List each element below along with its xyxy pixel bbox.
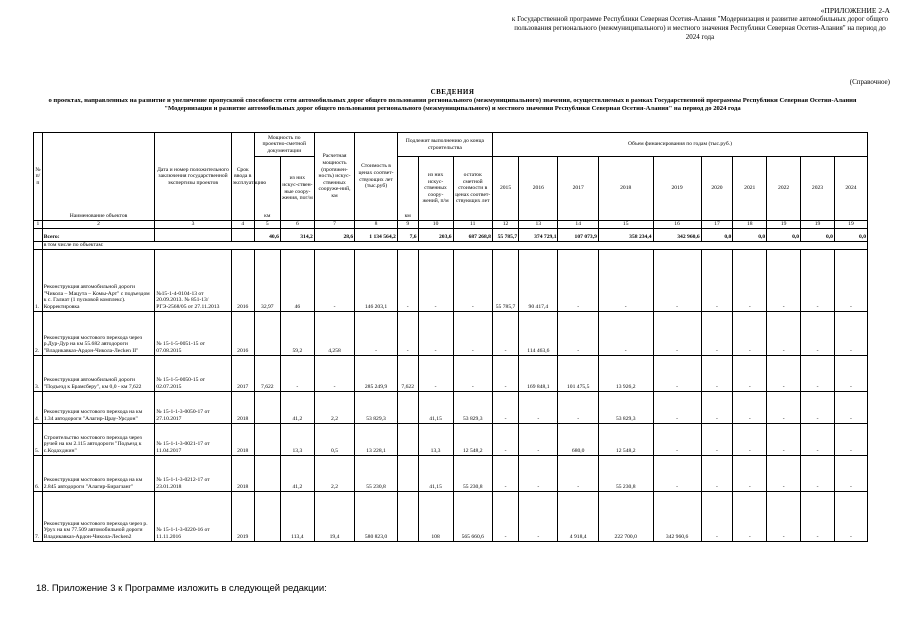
index-cell: 7 xyxy=(314,221,354,229)
value-cell: - xyxy=(453,311,492,355)
value-cell: - xyxy=(733,249,767,311)
row-number: 5. xyxy=(34,423,43,455)
value-cell: - xyxy=(834,423,867,455)
object-name: Реконструкция мостового перехода на км 2.845 автодороги "Алагир-Бирагзанг" xyxy=(42,455,155,491)
value-cell: - xyxy=(558,311,598,355)
value-cell: - xyxy=(801,455,835,491)
header-year: 2018 xyxy=(598,157,653,221)
total-value-cell: 687 268,8 xyxy=(453,228,492,241)
value-cell: 7,622 xyxy=(254,355,280,391)
header-art-pm: из них искус-ствен-ные соору-жения, пог/м xyxy=(280,157,314,221)
header-remaining-group: Подлежит выполнению до конца строительства xyxy=(397,133,492,157)
row-number: 2. xyxy=(34,311,43,355)
table-row xyxy=(34,423,868,455)
value-cell: - xyxy=(418,249,453,311)
table-row xyxy=(34,391,868,423)
header-expertise: Дата и номер положительного заключения государственной экспертизы проектов xyxy=(155,133,231,221)
total-value-cell: 314,2 xyxy=(280,228,314,241)
index-cell: 5 xyxy=(254,221,280,229)
total-value-cell: 374 729,1 xyxy=(519,228,558,241)
value-cell: 108 xyxy=(418,491,453,541)
header-finance-group: Объем финансирования по годам (тыс.руб.) xyxy=(492,133,867,157)
object-name: Реконструкция автомобильной дороги "Подъезд к Брамсберу", км 0,0 - км 7,622 xyxy=(42,355,155,391)
value-cell xyxy=(397,391,418,423)
value-cell: 113,4 xyxy=(280,491,314,541)
value-cell: - xyxy=(767,391,801,423)
index-cell: 13 xyxy=(519,221,558,229)
index-cell: 2 xyxy=(42,221,155,229)
value-cell: - xyxy=(492,391,518,423)
incl-row xyxy=(34,241,868,249)
expertise-conclusion: № 15-1-1-3-0220-16 от 11.11.2016 xyxy=(155,491,231,541)
value-cell: 565 660,6 xyxy=(453,491,492,541)
value-cell: 4 918,4 xyxy=(558,491,598,541)
reference-note: (Справочное) xyxy=(849,78,890,86)
index-cell: 16 xyxy=(653,221,701,229)
table-row xyxy=(34,491,868,541)
value-cell: - xyxy=(733,355,767,391)
value-cell: - xyxy=(492,455,518,491)
value-cell: - xyxy=(701,391,733,423)
header-year: 2024 xyxy=(834,157,867,221)
commissioning-year: 2016 xyxy=(231,249,254,311)
value-cell: - xyxy=(767,355,801,391)
value-cell: - xyxy=(558,455,598,491)
table-row xyxy=(34,455,868,491)
value-cell xyxy=(254,391,280,423)
value-cell: 59,2 xyxy=(280,311,314,355)
value-cell: - xyxy=(801,249,835,311)
expertise-conclusion: № 15-1-1-3-0212-17 от 23.01.2018 xyxy=(155,455,231,491)
value-cell: - xyxy=(397,311,418,355)
value-cell: 2,2 xyxy=(314,455,354,491)
expertise-conclusion: №15-1-4-0104-13 от 20.09.2013. № 851-13/РГЭ-2568/05 от 27.11.2013 xyxy=(155,249,231,311)
total-value-cell: 0,0 xyxy=(801,228,835,241)
value-cell: 146 203,1 xyxy=(355,249,398,311)
commissioning-year: 2018 xyxy=(231,455,254,491)
total-value-cell: 0,0 xyxy=(733,228,767,241)
total-value-cell: 0,0 xyxy=(767,228,801,241)
expertise-conclusion: № 15-1-5-0050-15 от 02.07.2015 xyxy=(155,355,231,391)
total-value-cell: 358 234,4 xyxy=(598,228,653,241)
object-name: Реконструкция мостового перехода через р.Дур-Дур на км 55.682 автодороги "Владикавказ-Ардон-Чикола-Лесken II" xyxy=(42,311,155,355)
header-art-pm2: из них искус-ственных соору-жений, п/м xyxy=(418,157,453,221)
expertise-conclusion: № 15-1-1-3-0021-17 от 11.04.2017 xyxy=(155,423,231,455)
incl-label: в том числе по объектам: xyxy=(42,241,867,249)
value-cell: - xyxy=(701,249,733,311)
header-year: 2020 xyxy=(701,157,733,221)
header-year: 2022 xyxy=(767,157,801,221)
object-name: Реконструкция мостового перехода на км 1.34 автодороги "Алагир-Црау-Урсдон" xyxy=(42,391,155,423)
value-cell: - xyxy=(834,491,867,541)
value-cell: - xyxy=(733,455,767,491)
value-cell: 342 960,6 xyxy=(653,491,701,541)
header-year: 2019 xyxy=(653,157,701,221)
index-cell: 6 xyxy=(280,221,314,229)
value-cell: 169 848,1 xyxy=(519,355,558,391)
commissioning-year: 2019 xyxy=(231,491,254,541)
value-cell: - xyxy=(355,311,398,355)
index-cell: 15 xyxy=(598,221,653,229)
total-value-cell: 55 785,7 xyxy=(492,228,518,241)
value-cell: 41,2 xyxy=(280,455,314,491)
value-cell: - xyxy=(397,249,418,311)
value-cell: - xyxy=(801,423,835,455)
header-year: 2023 xyxy=(801,157,835,221)
value-cell: 580 823,0 xyxy=(355,491,398,541)
appendix-description: к Государственной программе Республики Северная Осетия-Алания "Модернизация и развитие автомобильных дорог общего пользования регионального (межмуниципального) и местного значения Республики Северная Осетия-Алания" на период до 2024 года xyxy=(511,15,889,41)
value-cell xyxy=(397,455,418,491)
value-cell: 222 700,0 xyxy=(598,491,653,541)
value-cell: - xyxy=(653,455,701,491)
value-cell: 12 548,2 xyxy=(453,423,492,455)
total-value-cell: 203,6 xyxy=(418,228,453,241)
value-cell: - xyxy=(418,311,453,355)
value-cell: - xyxy=(834,311,867,355)
projects-table xyxy=(33,132,868,542)
total-value-cell: 0,0 xyxy=(701,228,733,241)
commissioning-year: 2018 xyxy=(231,391,254,423)
object-name: Строительство мостового перехода через ручей на км 2.115 автодороги "Подъезд к с.Кодахджин" xyxy=(42,423,155,455)
header-cost: Стоимость в ценах соответ-ствующих лет (тыс.руб) xyxy=(355,133,398,221)
value-cell: 13,3 xyxy=(418,423,453,455)
value-cell: - xyxy=(519,423,558,455)
table-row xyxy=(34,355,868,391)
header-year: 2015 xyxy=(492,157,518,221)
value-cell: - xyxy=(801,491,835,541)
total-value-cell: 7,6 xyxy=(397,228,418,241)
value-cell: 285 249,9 xyxy=(355,355,398,391)
value-cell: - xyxy=(834,391,867,423)
table-row xyxy=(34,249,868,311)
commissioning-year: 2018 xyxy=(231,423,254,455)
total-row xyxy=(34,228,868,241)
value-cell: 53 829,3 xyxy=(355,391,398,423)
value-cell: - xyxy=(653,311,701,355)
commissioning-year: 2017 xyxy=(231,355,254,391)
value-cell: - xyxy=(558,249,598,311)
value-cell: 19,4 xyxy=(314,491,354,541)
object-name: Реконструкция автомобильной дороги "Чикола – Мацута – Комы-Арт" с подъездом к с. Галиат (1 пусковой комплекс). Корректировка xyxy=(42,249,155,311)
value-cell: 53 829,3 xyxy=(453,391,492,423)
appendix-header xyxy=(510,6,890,42)
value-cell: 680,0 xyxy=(558,423,598,455)
total-value-cell: 107 073,9 xyxy=(558,228,598,241)
index-cell: 4 xyxy=(231,221,254,229)
value-cell: 55 230,8 xyxy=(355,455,398,491)
index-cell: 11 xyxy=(453,221,492,229)
header-km: км xyxy=(254,157,280,221)
value-cell: 7,622 xyxy=(397,355,418,391)
index-row xyxy=(34,221,868,229)
value-cell: - xyxy=(558,391,598,423)
total-value-cell: 0,0 xyxy=(834,228,867,241)
value-cell: 90 417,4 xyxy=(519,249,558,311)
value-cell xyxy=(254,455,280,491)
value-cell: - xyxy=(767,423,801,455)
value-cell: 41,15 xyxy=(418,391,453,423)
value-cell: - xyxy=(767,491,801,541)
value-cell: 114 463,6 xyxy=(519,311,558,355)
header-year: 2016 xyxy=(519,157,558,221)
header-year: 2017 xyxy=(558,157,598,221)
value-cell: - xyxy=(492,423,518,455)
value-cell: - xyxy=(801,355,835,391)
value-cell: - xyxy=(701,491,733,541)
total-label: Всего: xyxy=(42,228,155,241)
value-cell xyxy=(397,491,418,541)
index-cell: 19 xyxy=(834,221,867,229)
commissioning-year: 2016 xyxy=(231,311,254,355)
value-cell: - xyxy=(733,491,767,541)
value-cell: 101 475,5 xyxy=(558,355,598,391)
header-km2: км xyxy=(397,157,418,221)
value-cell: - xyxy=(801,311,835,355)
value-cell: - xyxy=(519,391,558,423)
value-cell: 13,3 xyxy=(280,423,314,455)
document-subtitle: о проектах, направленных на развитие и увеличение пропускной способности сети автомобильных дорог общего пользования регионального (межмуниципального) значения, осуществляемых в рамках Государственной программы Республики Северная Осетия-Алания "Модернизация и развитие автомобильных дорог общего пользования регионального (межмуниципального) и местного значения Республики Северная Осетия-Алания" на период до 2024 года xyxy=(48,97,857,113)
index-cell: 19 xyxy=(767,221,801,229)
table-row xyxy=(34,311,868,355)
header-year: 2021 xyxy=(733,157,767,221)
value-cell: - xyxy=(834,355,867,391)
expertise-conclusion: № 15-1-1-3-0050-17 от 27.10.2017 xyxy=(155,391,231,423)
index-cell: 18 xyxy=(733,221,767,229)
total-value-cell: 1 134 564,2 xyxy=(355,228,398,241)
value-cell: 13 926,2 xyxy=(598,355,653,391)
value-cell: - xyxy=(314,249,354,311)
row-number: 1. xyxy=(34,249,43,311)
index-cell: 8 xyxy=(355,221,398,229)
header-term: Срок ввода в эксплуатацию xyxy=(231,133,254,221)
value-cell: - xyxy=(598,311,653,355)
value-cell: 32,97 xyxy=(254,249,280,311)
value-cell: - xyxy=(653,249,701,311)
total-num-cell xyxy=(34,228,43,241)
index-cell: 10 xyxy=(418,221,453,229)
index-cell: 17 xyxy=(701,221,733,229)
value-cell: 12 548,2 xyxy=(598,423,653,455)
header-num: № п/п xyxy=(34,133,43,221)
index-cell: 14 xyxy=(558,221,598,229)
row-number: 6. xyxy=(34,455,43,491)
value-cell: 4,258 xyxy=(314,311,354,355)
index-cell: 9 xyxy=(397,221,418,229)
value-cell: - xyxy=(733,311,767,355)
value-cell: 41,2 xyxy=(280,391,314,423)
total-empty-cell xyxy=(231,228,254,241)
total-value-cell: 342 960,6 xyxy=(653,228,701,241)
value-cell: - xyxy=(453,249,492,311)
value-cell: - xyxy=(314,355,354,391)
value-cell: - xyxy=(653,423,701,455)
value-cell: - xyxy=(767,455,801,491)
object-name: Реконструкция мостового перехода через р. Урух на км 77.509 автомобильной дороги Владикавказ-Ардон-Чикола-Лесken2 xyxy=(42,491,155,541)
row-number: 7. xyxy=(34,491,43,541)
index-cell: 1 xyxy=(34,221,43,229)
index-cell: 3 xyxy=(155,221,231,229)
value-cell: - xyxy=(653,355,701,391)
value-cell: 2,2 xyxy=(314,391,354,423)
header-remaining-cost: остаток сметной стоимости в ценах соответ-ствующих лет xyxy=(453,157,492,221)
header-calc-capacity: Расчетная мощность (протяжен-ность) искус-ственных сооруже-ний, км xyxy=(314,133,354,221)
value-cell: - xyxy=(701,355,733,391)
total-empty-cell xyxy=(155,228,231,241)
value-cell: - xyxy=(280,355,314,391)
value-cell: - xyxy=(733,391,767,423)
value-cell: - xyxy=(492,491,518,541)
expertise-conclusion: № 15-1-5-0051-15 от 07.08.2015 xyxy=(155,311,231,355)
value-cell: 55 785,7 xyxy=(492,249,518,311)
value-cell: - xyxy=(701,423,733,455)
appendix-title: «ПРИЛОЖЕНИЕ 2-А xyxy=(820,6,890,15)
value-cell: 46 xyxy=(280,249,314,311)
value-cell: 41,15 xyxy=(418,455,453,491)
value-cell xyxy=(254,423,280,455)
total-value-cell: 28,6 xyxy=(314,228,354,241)
value-cell xyxy=(254,491,280,541)
value-cell: 55 230,8 xyxy=(453,455,492,491)
value-cell: - xyxy=(767,249,801,311)
value-cell: - xyxy=(492,355,518,391)
header-name: Наименование объектов xyxy=(42,133,155,221)
value-cell: 0,5 xyxy=(314,423,354,455)
value-cell: - xyxy=(519,455,558,491)
value-cell: - xyxy=(492,311,518,355)
footer-note: 18. Приложение 3 к Программе изложить в следующей редакции: xyxy=(36,583,327,594)
row-number: 4. xyxy=(34,391,43,423)
value-cell: 55 230,8 xyxy=(598,455,653,491)
value-cell: - xyxy=(653,391,701,423)
value-cell: - xyxy=(834,249,867,311)
value-cell: - xyxy=(834,455,867,491)
value-cell xyxy=(397,423,418,455)
value-cell: - xyxy=(418,355,453,391)
value-cell: - xyxy=(519,491,558,541)
total-value-cell: 40,6 xyxy=(254,228,280,241)
value-cell: - xyxy=(453,355,492,391)
value-cell: - xyxy=(598,249,653,311)
index-cell: 12 xyxy=(492,221,518,229)
value-cell: - xyxy=(701,311,733,355)
value-cell: 53 829,3 xyxy=(598,391,653,423)
value-cell: - xyxy=(767,311,801,355)
document-title: СВЕДЕНИЯ xyxy=(430,88,475,96)
row-number: 3. xyxy=(34,355,43,391)
value-cell: - xyxy=(733,423,767,455)
value-cell: - xyxy=(801,391,835,423)
index-cell: 19 xyxy=(801,221,835,229)
header-capacity-group: Мощность по проектно-сметной документации xyxy=(254,133,314,157)
value-cell xyxy=(254,311,280,355)
value-cell: 13 228,1 xyxy=(355,423,398,455)
value-cell: - xyxy=(701,455,733,491)
